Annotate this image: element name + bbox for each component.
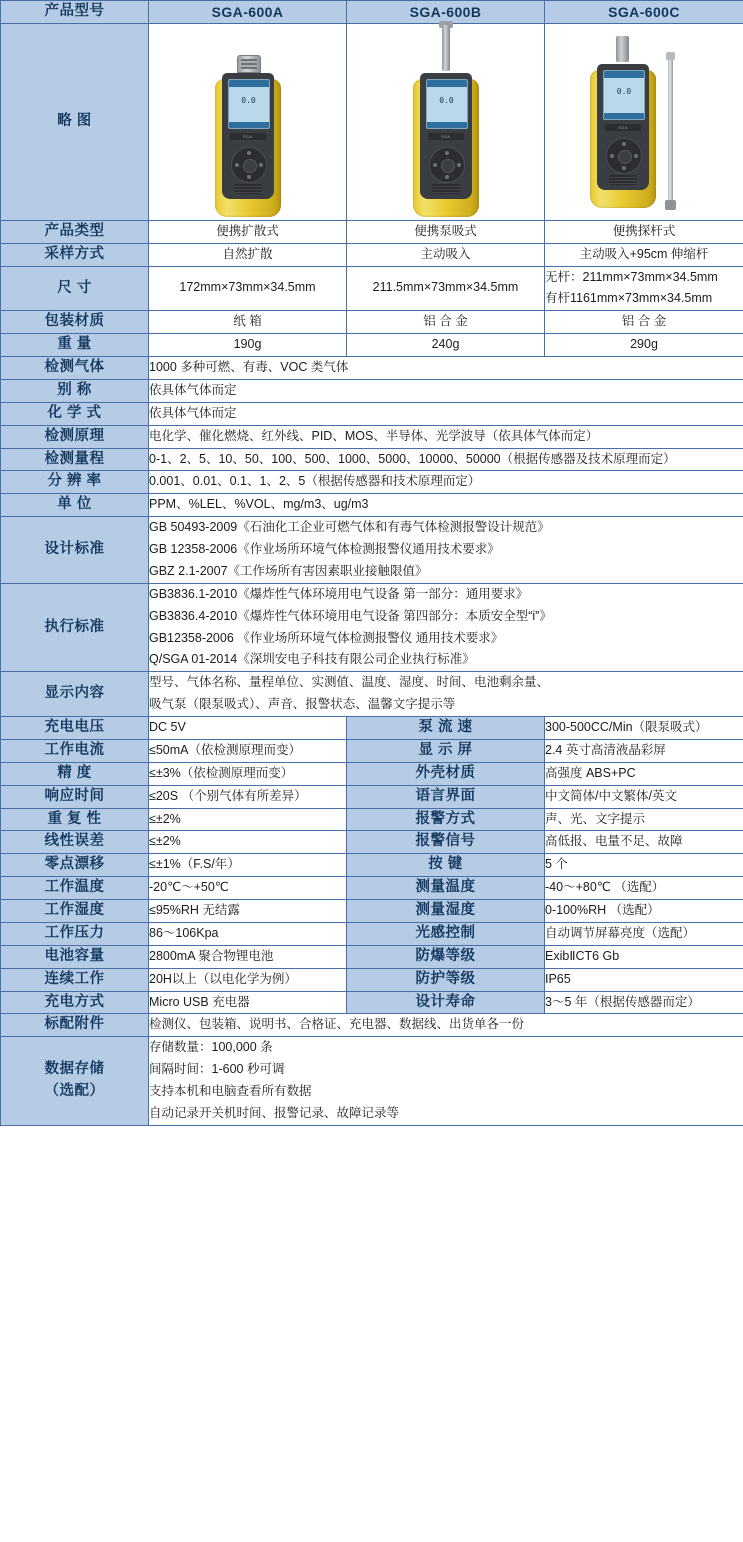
- table-row-working-humidity: [1, 900, 743, 923]
- row-label-keys: 按 键: [347, 854, 545, 877]
- pump-detector-icon: [413, 67, 479, 217]
- execution-standard-line1: GB3836.1-2010《爆炸性气体环境用电气设备 第一部分：通用要求》: [149, 586, 529, 601]
- row-label-alias: 别 称: [1, 379, 149, 402]
- pump-flow-value: 300-500CC/Min（限泵吸式）: [545, 717, 743, 740]
- formula-value: 依具体气体而定: [149, 402, 743, 425]
- table-row-response-time: [1, 785, 743, 808]
- screen-reading: 0.0: [616, 87, 632, 97]
- row-label-dimension: 尺 寸: [1, 266, 149, 311]
- table-row-working-pressure: [1, 922, 743, 945]
- packaging-c: 铝 合 金: [545, 311, 743, 334]
- row-label-repeatability: 重 复 性: [1, 808, 149, 831]
- working-pressure-value: 86～106Kpa: [149, 922, 347, 945]
- table-row-linearity-error: [1, 831, 743, 854]
- row-label-resolution: 分 辨 率: [1, 471, 149, 494]
- table-row-accuracy: [1, 762, 743, 785]
- table-row-charge-mode: [1, 991, 743, 1014]
- display-content-value: [149, 672, 743, 717]
- row-label-detect-gas: 检测气体: [1, 357, 149, 380]
- keys-value: 5 个: [545, 854, 743, 877]
- design-life-value: 3～5 年（根据传感器而定）: [545, 991, 743, 1014]
- measure-humidity-value: 0-100%RH （选配）: [545, 900, 743, 923]
- row-label-working-temp: 工作温度: [1, 877, 149, 900]
- weight-b: 240g: [347, 334, 545, 357]
- measure-temp-value: -40～+80℃ （选配）: [545, 877, 743, 900]
- row-label-model: 产品型号: [1, 1, 149, 24]
- display-screen-value: 2.4 英寸高清液晶彩屏: [545, 739, 743, 762]
- unit-value: PPM、%LEL、%VOL、mg/m3、ug/m3: [149, 494, 743, 517]
- design-standard-value: [149, 517, 743, 584]
- table-row-display-content: [1, 672, 743, 717]
- weight-a: 190g: [149, 334, 347, 357]
- design-standard-line1: GB 50493-2009《石油化工企业可燃气体和有毒气体检测报警设计规范》: [149, 520, 550, 535]
- continuous-work-value: 20H以上（以电化学为例）: [149, 968, 347, 991]
- alarm-mode-value: 声、光、文字提示: [545, 808, 743, 831]
- row-label-linearity-error: 线性误差: [1, 831, 149, 854]
- row-label-weight: 重 量: [1, 334, 149, 357]
- table-row-diagram: [1, 23, 743, 220]
- table-row-continuous-work: [1, 968, 743, 991]
- row-label-product-type: 产品类型: [1, 220, 149, 243]
- product-type-b: 便携泵吸式: [347, 220, 545, 243]
- dimension-c-line1: 无杆：211mm×73mm×34.5mm: [545, 269, 718, 284]
- table-row-design-standard: [1, 517, 743, 584]
- data-storage-value: [149, 1037, 743, 1126]
- zero-drift-value: ≤±1%（F.S/年）: [149, 854, 347, 877]
- table-row-execution-standard: [1, 583, 743, 672]
- row-label-working-pressure: 工作压力: [1, 922, 149, 945]
- table-row-data-storage: [1, 1037, 743, 1126]
- row-label-response-time: 响应时间: [1, 785, 149, 808]
- model-c: SGA-600C: [545, 1, 743, 24]
- table-row-principle: [1, 425, 743, 448]
- shell-material-value: 高强度 ABS+PC: [545, 762, 743, 785]
- weight-c: 290g: [545, 334, 743, 357]
- packaging-b: 铝 合 金: [347, 311, 545, 334]
- table-row-product-type: [1, 220, 743, 243]
- principle-value: 电化学、催化燃烧、红外线、PID、MOS、半导体、光学波导（依具体气体而定）: [149, 425, 743, 448]
- row-label-alarm-signal: 报警信号: [347, 831, 545, 854]
- explosion-grade-value: ExibⅡCT6 Gb: [545, 945, 743, 968]
- diffusion-detector-icon: [215, 67, 281, 217]
- row-label-language: 语言界面: [347, 785, 545, 808]
- row-label-accessories: 标配附件: [1, 1014, 149, 1037]
- range-value: 0-1、2、5、10、50、100、500、1000、5000、10000、50000（根据传感器及技术原理而定）: [149, 448, 743, 471]
- row-label-unit: 单 位: [1, 494, 149, 517]
- probe-detector-icon: [590, 58, 656, 208]
- brand-label: SGA: [428, 133, 464, 140]
- brand-label: SGA: [605, 124, 641, 131]
- model-a: SGA-600A: [149, 1, 347, 24]
- row-label-formula: 化 学 式: [1, 402, 149, 425]
- row-label-explosion-grade: 防爆等级: [347, 945, 545, 968]
- accuracy-value: ≤±3%（依检测原理而变）: [149, 762, 347, 785]
- row-label-design-life: 设计寿命: [347, 991, 545, 1014]
- data-storage-label-line2: （选配）: [44, 1083, 105, 1099]
- table-row-model: [1, 1, 743, 24]
- product-type-c: 便携探杆式: [545, 220, 743, 243]
- row-label-light-control: 光感控制: [347, 922, 545, 945]
- alarm-signal-value: 高低报、电量不足、故障: [545, 831, 743, 854]
- table-row-unit: [1, 494, 743, 517]
- row-label-principle: 检测原理: [1, 425, 149, 448]
- row-label-packaging: 包装材质: [1, 311, 149, 334]
- row-label-accuracy: 精 度: [1, 762, 149, 785]
- sampling-a: 自然扩散: [149, 243, 347, 266]
- detect-gas-value: 1000 多种可燃、有毒、VOC 类气体: [149, 357, 743, 380]
- table-row-weight: [1, 334, 743, 357]
- row-label-data-storage: [1, 1037, 149, 1126]
- display-content-line2: 吸气泵（限泵吸式）、声音、报警状态、温馨文字提示等: [149, 697, 456, 712]
- working-current-value: ≤50mA（依检测原理而变）: [149, 739, 347, 762]
- model-b: SGA-600B: [347, 1, 545, 24]
- repeatability-value: ≤±2%: [149, 808, 347, 831]
- sampling-c: 主动吸入+95cm 伸缩杆: [545, 243, 743, 266]
- data-storage-line4: 自动记录开关机时间、报警记录、故障记录等: [149, 1105, 400, 1120]
- row-label-sampling: 采样方式: [1, 243, 149, 266]
- accessories-value: 检测仪、包装箱、说明书、合格证、充电器、数据线、出货单各一份: [149, 1014, 743, 1037]
- data-storage-line3: 支持本机和电脑查看所有数据: [149, 1084, 312, 1098]
- table-row-repeatability: [1, 808, 743, 831]
- row-label-display-screen: 显 示 屏: [347, 739, 545, 762]
- screen-reading: 0.0: [241, 95, 256, 105]
- charge-voltage-value: DC 5V: [149, 717, 347, 740]
- table-row-resolution: [1, 471, 743, 494]
- brand-label: SGA: [230, 133, 266, 140]
- working-humidity-value: ≤95%RH 无结露: [149, 900, 347, 923]
- data-storage-line2: 间隔时间：1-600 秒可调: [149, 1062, 285, 1077]
- table-row-charge-voltage: [1, 717, 743, 740]
- row-label-display-content: 显示内容: [1, 672, 149, 717]
- device-image-b: [347, 23, 545, 220]
- table-row-battery-capacity: [1, 945, 743, 968]
- table-row-dimension: [1, 266, 743, 311]
- execution-standard-line4: Q/SGA 01-2014《深圳安电子科技有限公司企业执行标准》: [149, 652, 475, 667]
- device-image-a: [149, 23, 347, 220]
- row-label-charge-mode: 充电方式: [1, 991, 149, 1014]
- linearity-error-value: ≤±2%: [149, 831, 347, 854]
- row-label-charge-voltage: 充电电压: [1, 717, 149, 740]
- row-label-measure-temp: 测量温度: [347, 877, 545, 900]
- light-control-value: 自动调节屏幕亮度（选配）: [545, 922, 743, 945]
- data-storage-label-line1: 数据存储: [44, 1061, 105, 1078]
- table-row-detect-gas: [1, 357, 743, 380]
- row-label-range: 检测量程: [1, 448, 149, 471]
- response-time-value: ≤20S （个别气体有所差异）: [149, 785, 347, 808]
- table-row-range: [1, 448, 743, 471]
- dimension-c-line2: 有杆1161mm×73mm×34.5mm: [545, 291, 713, 306]
- screen-reading: 0.0: [439, 95, 454, 105]
- row-label-protection-grade: 防护等级: [347, 968, 545, 991]
- dimension-c: [545, 266, 743, 311]
- packaging-a: 纸 箱: [149, 311, 347, 334]
- telescopic-probe-rod: [668, 56, 673, 206]
- row-label-shell-material: 外壳材质: [347, 762, 545, 785]
- row-label-alarm-mode: 报警方式: [347, 808, 545, 831]
- row-label-working-humidity: 工作湿度: [1, 900, 149, 923]
- sampling-b: 主动吸入: [347, 243, 545, 266]
- data-storage-line1: 存储数量：100,000 条: [149, 1040, 273, 1055]
- row-label-measure-humidity: 测量湿度: [347, 900, 545, 923]
- row-label-design-standard: 设计标准: [1, 517, 149, 584]
- execution-standard-line3: GB12358-2006 《作业场所环境气体检测报警仪 通用技术要求》: [149, 630, 504, 645]
- table-row-alias: [1, 379, 743, 402]
- design-standard-line3: GBZ 2.1-2007《工作场所有害因素职业接触限值》: [149, 563, 428, 578]
- execution-standard-line2: GB3836.4-2010《爆炸性气体环境用电气设备 第四部分：本质安全型“i”》: [149, 608, 552, 623]
- row-label-working-current: 工作电流: [1, 739, 149, 762]
- row-label-battery-capacity: 电池容量: [1, 945, 149, 968]
- product-type-a: 便携扩散式: [149, 220, 347, 243]
- row-label-zero-drift: 零点漂移: [1, 854, 149, 877]
- protection-grade-value: IP65: [545, 968, 743, 991]
- table-row-sampling: [1, 243, 743, 266]
- display-content-line1: 型号、气体名称、量程单位、实测值、温度、湿度、时间、电池剩余量、: [149, 675, 550, 690]
- resolution-value: 0.001、0.01、0.1、1、2、5（根据传感器和技术原理而定）: [149, 471, 743, 494]
- charge-mode-value: Micro USB 充电器: [149, 991, 347, 1014]
- working-temp-value: -20℃～+50℃: [149, 877, 347, 900]
- row-label-execution-standard: 执行标准: [1, 583, 149, 672]
- execution-standard-value: [149, 583, 743, 672]
- table-row-packaging: [1, 311, 743, 334]
- table-row-accessories: [1, 1014, 743, 1037]
- design-standard-line2: GB 12358-2006《作业场所环境气体检测报警仪通用技术要求》: [149, 542, 500, 556]
- dimension-b: 211.5mm×73mm×34.5mm: [347, 266, 545, 311]
- table-row-working-temp: [1, 877, 743, 900]
- row-label-pump-flow: 泵 流 速: [347, 717, 545, 740]
- battery-capacity-value: 2800mA 聚合物锂电池: [149, 945, 347, 968]
- dimension-a: 172mm×73mm×34.5mm: [149, 266, 347, 311]
- row-label-continuous-work: 连续工作: [1, 968, 149, 991]
- language-value: 中文简体/中文繁体/英文: [545, 785, 743, 808]
- row-label-diagram: 略 图: [1, 23, 149, 220]
- device-image-c: [545, 23, 743, 220]
- table-row-working-current: [1, 739, 743, 762]
- table-row-formula: [1, 402, 743, 425]
- table-row-zero-drift: [1, 854, 743, 877]
- alias-value: 依具体气体而定: [149, 379, 743, 402]
